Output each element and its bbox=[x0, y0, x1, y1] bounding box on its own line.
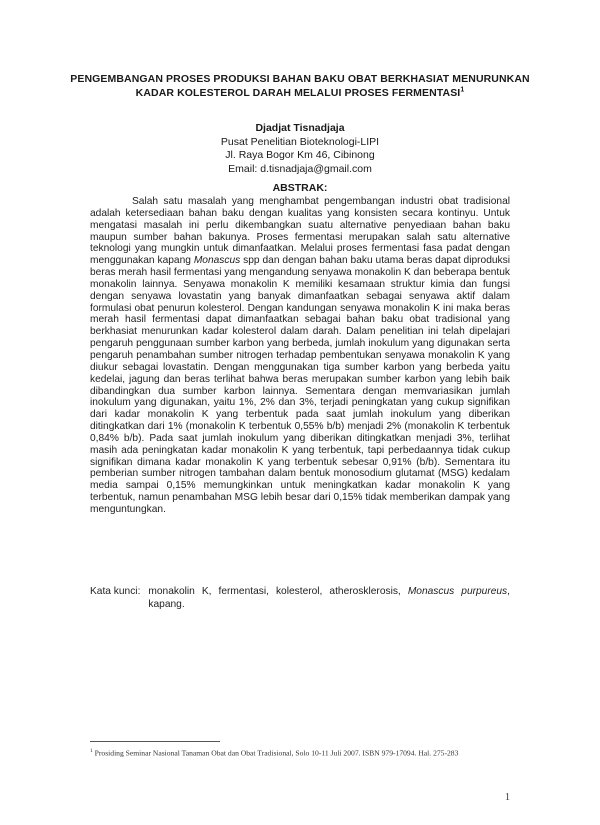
author-name: Djadjat Tisnadjaja bbox=[255, 122, 345, 134]
author-address: Jl. Raya Bogor Km 46, Cibinong bbox=[225, 149, 375, 161]
author-affiliation: Pusat Penelitian Bioteknologi-LIPI bbox=[220, 135, 380, 148]
title-footnote-marker: 1 bbox=[460, 86, 465, 94]
paper-title-text: PENGEMBANGAN PROSES PRODUKSI BAHAN BAKU OBAT BERKHASIAT MENURUNKAN KADAR KOLESTEROL DARAH MELALUI PROSES FERMENTASI bbox=[70, 73, 530, 99]
keywords-end: , kapang. bbox=[148, 586, 510, 610]
abstract-heading: ABSTRAK: bbox=[272, 182, 328, 194]
keywords bbox=[90, 586, 510, 611]
footnote bbox=[90, 746, 510, 759]
keywords-text bbox=[148, 586, 510, 611]
abstract-body bbox=[90, 196, 510, 516]
keywords-label: Kata kunci: bbox=[90, 586, 141, 597]
abstract-text-part1: Salah satu masalah yang menghambat pengembangan industri obat tradisional adalah ketersediaan bahan baku dengan kualitas yang konsisten secara kontinyu. Untuk mengatasi masalah ini perlu dikembangkan suatu alternative penyediaan bahan baku maupun sumber bahan bakunya. Proses fermentasi merupakan salah satu alternative teknologi yang mungkin untuk dimanfaatkan. Melalui proses fermentasi fasa padat dengan menggunakan kapang bbox=[90, 196, 510, 267]
keywords-plain: monakolin K, fermentasi, kolesterol, atherosklerosis, bbox=[148, 586, 401, 597]
abstract-text-part2: spp dan dengan bahan baku utama beras dapat diproduksi beras merah hasil fermentasi yang mengandung senyawa monakolin K dan beberapa bentuk monakolin lainnya. Senyawa monakolin K memiliki kesamaan struktur kimia dan fungsi dengan senyawa lovastatin yang banyak dimanfaatkan sebagai senyawa aktif dalam formulasi obat penurun kolesterol. Dengan kandungan senyawa monakolin K ini maka beras merah hasil fermentasi dapat dimanfaatkan sebagai bahan baku obat tradisional yang berkhasiat menurunkan kadar kolesterol dalam darah. Dalam penelitian ini telah dipelajari pengaruh penggunaan sumber karbon yang berbeda, jumlah inokulum yang digunakan serta pengaruh penambahan sumber nitrogen terhadap pembentukan senyawa monakolin K yang diukur sebagai lovastatin. Dengan menggunakan tiga sumber karbon yang berbeda yaitu kedelai, jagung dan beras terlihat bahwa beras merupakan sumber karbon yang lebih baik dibandingkan dua sumber karbon lainnya. Sementara dengan memvariasikan jumlah inokulum yang digunakan, yaitu 1%, 2% dan 3%, terjadi peningkatan yang cukup signifikan dari kadar monakolin K yang terbentuk pada saat jumlah inokulum yang diberikan ditingkatkan dari 1% (monakolin K terbentuk 0,55% b/b) menjadi 2% (monakolin K terbentuk 0,84% b/b). Pada saat jumlah inokulum yang diberikan ditingkatkan menjadi 3%, terlihat masih ada peningkatan kadar monakolin K yang terbentuk, tapi perbedaannya tidak cukup signifikan dimana kadar monakolin K yang terbentuk sebesar 0,91% (b/b). Sementara itu pemberian sumber nitrogen tambahan dalam bentuk monosodium glutamat (MSG) kedalam media sampai 0,15% memungkinkan untuk meningkatkan kadar monakolin K yang terbentuk, namun penambahan MSG lebih besar dari 0,15% tidak memberikan dampak yang menguntungkan. bbox=[90, 255, 510, 515]
author-block bbox=[150, 122, 450, 176]
footnote-marker: 1 bbox=[90, 748, 93, 754]
paper-title bbox=[60, 72, 540, 100]
keywords-italic: Monascus purpureus bbox=[407, 586, 508, 597]
footnote-divider bbox=[90, 741, 220, 742]
page-number: 1 bbox=[505, 792, 510, 803]
footnote-text: Prosiding Seminar Nasional Tanaman Obat dan Obat Tradisional, Solo 10-11 Juli 2007. ISBN 979-17094. Hal. 275-283 bbox=[94, 748, 459, 758]
abstract-italic-term: Monascus bbox=[193, 255, 241, 267]
author-email: Email: d.tisnadjaja@gmail.com bbox=[228, 162, 372, 175]
